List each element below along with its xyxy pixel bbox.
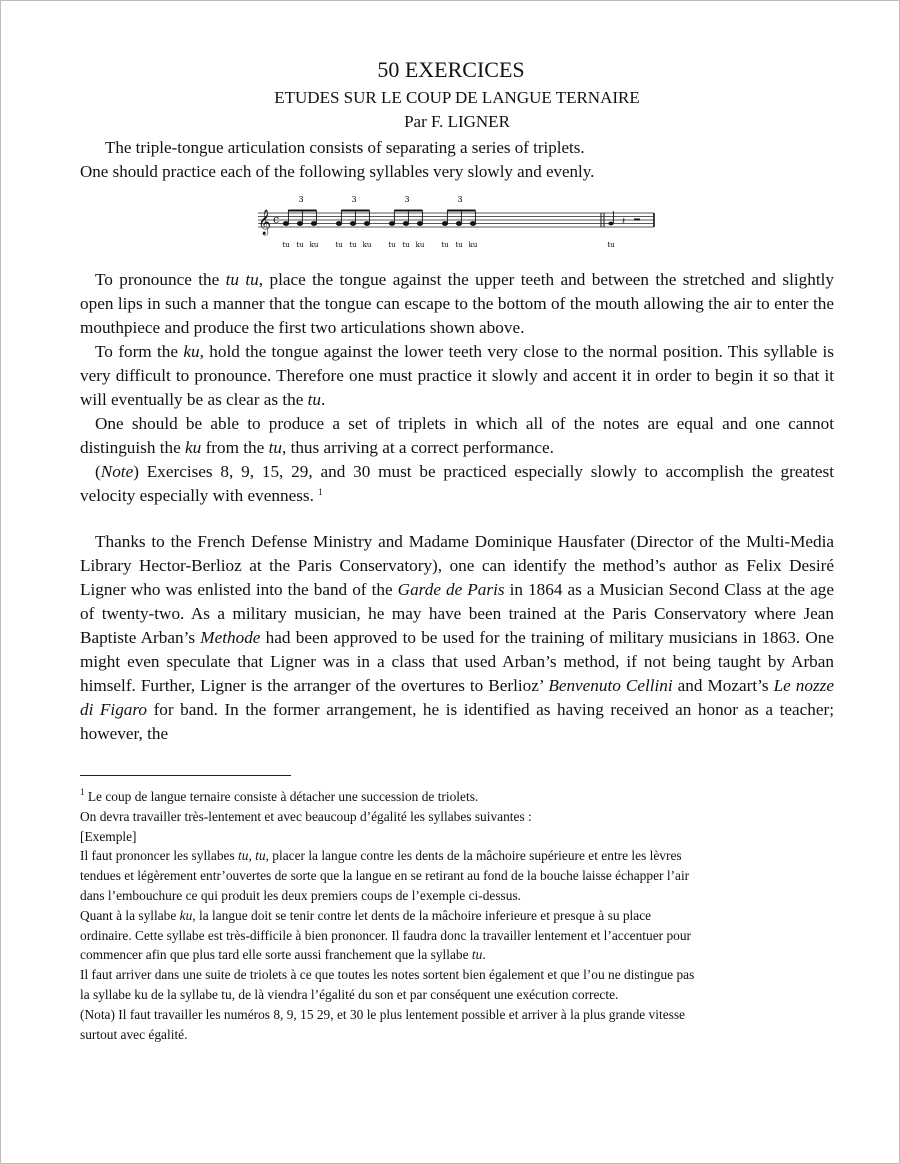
intro-line-1: The triple-tongue articulation consists of separating a series of triplets. <box>105 138 585 157</box>
common-time-icon: c <box>273 213 280 226</box>
footnote-line: surtout avec égalité. <box>80 1026 188 1042</box>
triplet-mark: 3 <box>404 195 410 204</box>
syllable-label: ku <box>362 241 372 249</box>
eighth-note <box>470 222 475 226</box>
footnote-line: ordinaire. Cette syllabe est très-difficile à bien prononcer. Il faudra donc la travailler lentement et l’accentuer pour <box>80 927 691 943</box>
music-example-staff <box>256 191 656 253</box>
footnote-line: Il faut arriver dans une suite de triolets à ce que toutes les notes sortent bien également et que l’ou ne distingue pas <box>80 967 695 983</box>
paragraph-tu-tu: To pronounce the tu tu, place the tongue against the upper teeth and between the stretched and slightly open lips in such a manner that the tongue can escape to the bottom of the mouth allowing the air to enter the mouthpiece and produce the first two articulations shown above. <box>80 270 834 337</box>
paragraph-note: (Note) Exercises 8, 9, 15, 29, and 30 must be practiced especially slowly to accomplish the greatest velocity especially with evenness. $^1$ <box>80 462 834 505</box>
footnote-line: $^1$ Le coup de langue ternaire consiste à détacher une succession de triolets. <box>80 787 479 804</box>
quarter-rest-icon: 𝄽 <box>622 216 626 227</box>
footnote-line: la syllabe ku de la syllabe tu, de là viendra l’égalité du son et par conséquent une exécution correcte. <box>80 986 619 1002</box>
footnote-rule <box>80 775 291 776</box>
syllable-label: tu <box>296 241 304 249</box>
eighth-note <box>456 222 461 226</box>
syllable-label: ku <box>468 241 478 249</box>
footnote-line: [Exemple] <box>80 828 137 844</box>
footnote-line: tendues et légèrement entr’ouvertes de sorte que la langue en se retirant au fond de la bouche laisse échapper l’air <box>80 868 690 884</box>
page-subtitle: ETUDES SUR LE COUP DE LANGUE TERNAIRE <box>274 88 640 107</box>
historical-note <box>80 530 834 746</box>
triplet-marks <box>298 195 462 204</box>
paragraph-triplets: One should be able to produce a set of triplets in which all of the notes are equal and one cannot distinguish the ku from the tu, thus arriving at a correct performance. <box>80 414 834 457</box>
footnote-line: (Nota) Il faut travailler les numéros 8, 9, 15 29, et 30 le plus lentement possible et arriver à la plus grande vitesse <box>80 1006 686 1022</box>
syllable-label: ku <box>415 241 425 249</box>
eighth-note <box>311 222 316 226</box>
syllable-label: tu <box>388 241 396 249</box>
half-rest-icon <box>634 219 640 221</box>
eighth-note <box>297 222 302 226</box>
footnote-line: Il faut prononcer les syllabes tu, tu, placer la langue contre les dents de la mâchoire supérieure et entre les lèvres <box>80 848 682 864</box>
syllable-label: tu <box>607 241 615 249</box>
syllable-label: tu <box>282 241 290 249</box>
footnote-line: On devra travailler très-lentement et avec beaucoup d’égalité les syllabes suivantes : <box>80 808 532 824</box>
syllable-label: ku <box>309 241 319 249</box>
syllable-label: tu <box>349 241 357 249</box>
syllable-label: tu <box>402 241 410 249</box>
eighth-note <box>442 222 447 226</box>
footnote-line: Quant à la syllabe ku, la langue doit se tenir contre let dents de la mâchoire inferieure et presque à su place <box>80 907 652 923</box>
quarter-note <box>608 222 613 226</box>
footnote-line: commencer afin que plus tard elle sorte aussi franchement que la syllabe tu. <box>80 947 486 963</box>
eighth-note <box>364 222 369 226</box>
article-body <box>80 268 834 508</box>
eighth-note <box>350 222 355 226</box>
syllable-label: tu <box>441 241 449 249</box>
eighth-note <box>283 222 288 226</box>
eighth-note <box>336 222 341 226</box>
triplet-mark: 3 <box>457 195 463 204</box>
paragraph-history: Thanks to the French Defense Ministry and Madame Dominique Hausfater (Director of the Multi-Media Library Hector-Berlioz at the Paris Conservatory), one can identify the method’s author as Felix Desiré Ligner who was enlisted into the band of the Garde de Paris in 1864 as a Musician Second Class at the age of twenty-two. As a military musician, he may have been trained at the Paris Conservatory where Jean Baptiste Arban’s Methode had been approved to be used for the training of military musicians in 1863. One might even speculate that Ligner was in a class that used Arban’s method, if not being taught by Arban himself. Further, Ligner is the arranger of the overtures to Berlioz’ Benvenuto Cellini and Mozart’s Le nozze di Figaro for band. In the former arrangement, he is identified as having received an honor as a teacher; however, the <box>80 532 834 743</box>
triplet-mark: 3 <box>298 195 304 204</box>
syllable-row <box>282 241 615 249</box>
footnote <box>80 787 840 1044</box>
intro-text <box>80 136 840 184</box>
footnote-line: dans l’embouchure ce qui produit les deux premiers coups de l’exemple ci-dessus. <box>80 887 522 903</box>
page-title: 50 EXERCICES <box>377 57 525 82</box>
author-line: Par F. LIGNER <box>404 112 510 131</box>
eighth-note <box>389 222 394 226</box>
triplet-mark: 3 <box>351 195 357 204</box>
eighth-note <box>403 222 408 226</box>
treble-clef-icon: 𝄞 <box>258 210 272 235</box>
footnote-marker: 1 <box>318 487 323 497</box>
syllable-label: tu <box>455 241 463 249</box>
intro-line-2: One should practice each of the following syllables very slowly and evenly. <box>80 162 595 181</box>
eighth-note <box>417 222 422 226</box>
syllable-label: tu <box>335 241 343 249</box>
notes-group <box>283 210 475 225</box>
paragraph-ku: To form the ku, hold the tongue against the lower teeth very close to the normal position. This syllable is very difficult to pronounce. Therefore one must practice it slowly and accent it in order to begin it so that it will eventually be as clear as the tu. <box>80 342 834 409</box>
